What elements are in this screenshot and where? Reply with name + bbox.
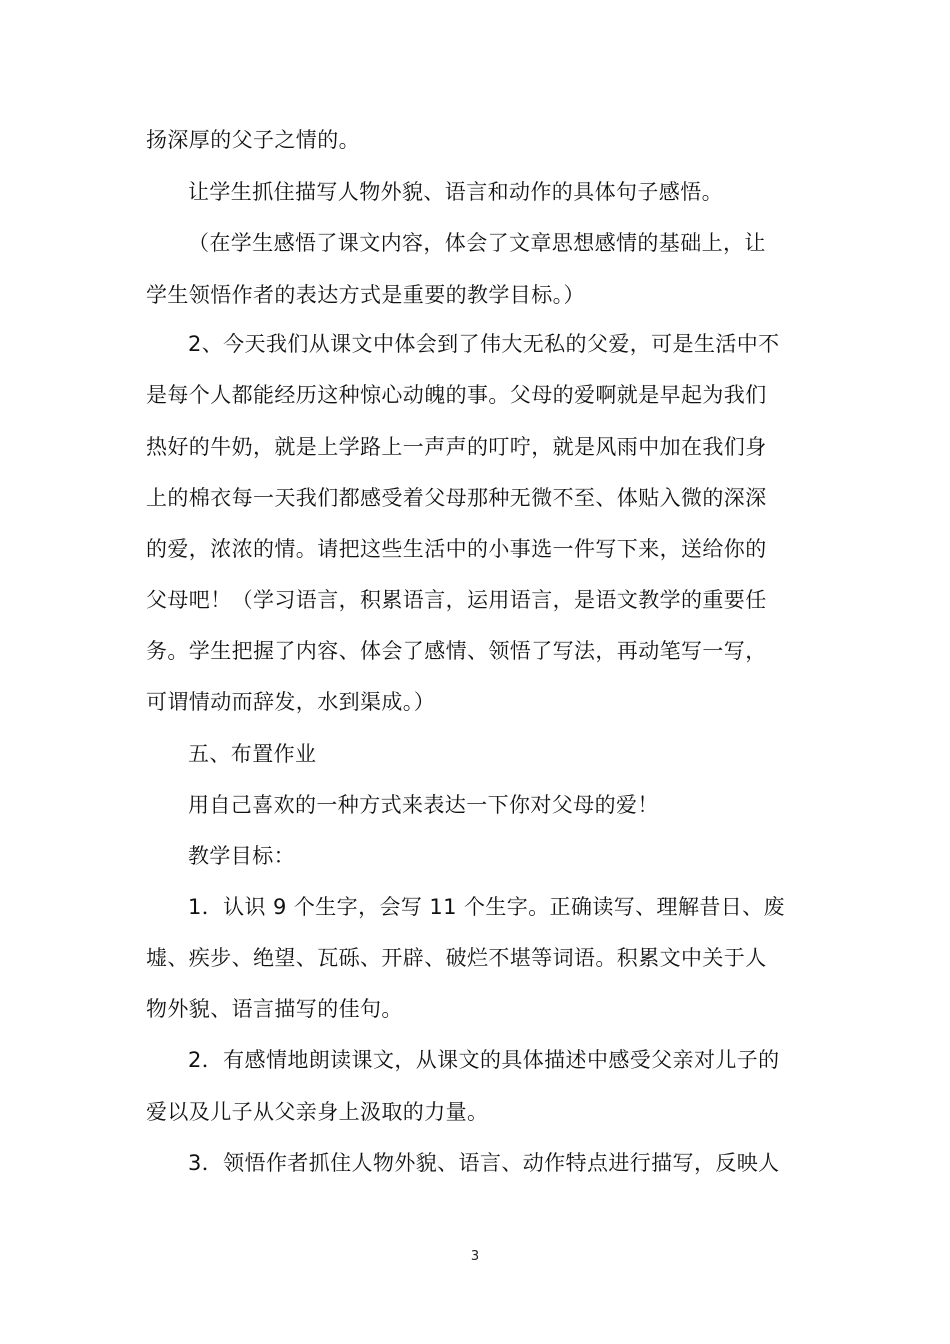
text-line: 务。学生把握了内容、体会了感情、领悟了写法，再动笔写一写， [146,639,767,663]
text-line: 2．有感情地朗读课文，从课文的具体描述中感受父亲对儿子的 [188,1048,780,1072]
text-line: 父母吧！（学习语言，积累语言，运用语言，是语文教学的重要任 [146,588,767,612]
text-line: 是每个人都能经历这种惊心动魄的事。父母的爱啊就是早起为我们 [146,383,767,407]
text-line: 扬深厚的父子之情的。 [146,128,360,152]
text-line: 热好的牛奶，就是上学路上一声声的叮咛，就是风雨中加在我们身 [146,435,767,459]
text-line: （在学生感悟了课文内容，体会了文章思想感情的基础上，让 [188,231,766,255]
section-heading: 五、布置作业 [188,742,317,766]
text-line: 2、今天我们从课文中体会到了伟大无私的父爱，可是生活中不 [188,332,780,356]
text-line: 用自己喜欢的一种方式来表达一下你对父母的爱！ [188,793,659,817]
text-line: 3．领悟作者抓住人物外貌、语言、动作特点进行描写，反映人 [188,1151,780,1175]
text-line: 墟、疾步、绝望、瓦砾、开辟、破烂不堪等词语。积累文中关于人 [146,946,767,970]
page-number: 3 [470,1249,480,1264]
text-line: 让学生抓住描写人物外貌、语言和动作的具体句子感悟。 [188,180,723,204]
text-line: 的爱，浓浓的情。请把这些生活中的小事选一件写下来，送给你的 [146,537,767,561]
text-line: 上的棉衣每一天我们都感受着父母那种无微不至、体贴入微的深深 [146,486,767,510]
text-line: 可谓情动而辞发，水到渠成。） [146,690,436,714]
text-line: 1．认识 9 个生字，会写 11 个生字。正确读写、理解昔日、废 [188,895,785,919]
text-line: 学生领悟作者的表达方式是重要的教学目标。） [146,283,585,307]
text-line: 物外貌、语言描写的佳句。 [146,997,403,1021]
text-line: 爱以及儿子从父亲身上汲取的力量。 [146,1100,489,1124]
section-heading: 教学目标： [188,844,295,868]
